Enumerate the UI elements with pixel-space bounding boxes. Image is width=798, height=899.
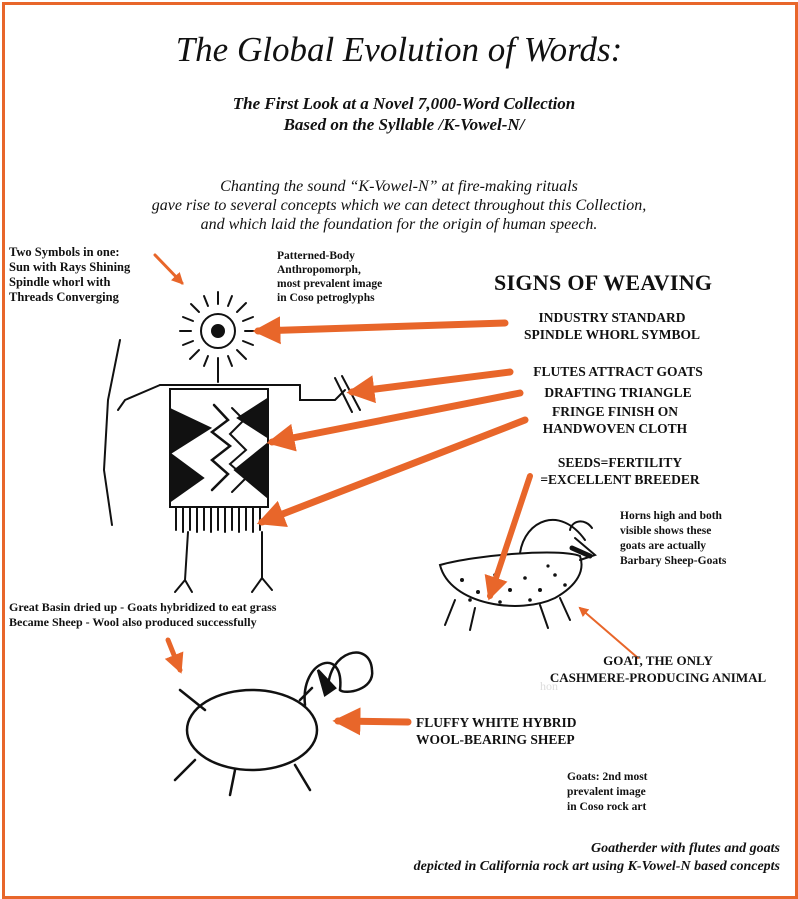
faint-watermark: hon — [540, 679, 558, 693]
label-drafting-triangle: DRAFTING TRIANGLE — [544, 385, 692, 400]
intro-line-2: gave rise to several concepts which we can detect throughout this Collection, — [151, 197, 647, 214]
intro-line-1: Chanting the sound “K-Vowel-N” at fire-making rituals — [220, 178, 578, 195]
label-spindle-whorl-symbol: INDUSTRY STANDARD SPINDLE WHORL SYMBOL — [523, 310, 701, 342]
arrow-goat — [580, 608, 638, 658]
intro-text — [0, 177, 798, 234]
label-two-symbols: Two Symbols in one: Sun with Rays Shining Spindle whorl with Threads Converging — [9, 245, 131, 304]
label-horns-high: Horns high and both visible shows these goats are actually Barbary Sheep-Goats — [620, 510, 727, 567]
subtitle — [0, 93, 798, 135]
subtitle-line-1: The First Look at a Novel 7,000-Word Collection — [232, 94, 576, 113]
label-goat-only: GOAT, THE ONLY CASHMERE-PRODUCING ANIMAL — [549, 653, 767, 685]
page-title: The Global Evolution of Words: — [175, 30, 623, 69]
flute-staff — [104, 340, 120, 525]
anthropomorph-figure — [104, 292, 360, 592]
arrow-fluffy — [338, 721, 408, 722]
sun-spindle-whorl-icon — [180, 292, 256, 368]
subtitle-line-2: Based on the Syllable /K-Vowel-N/ — [283, 115, 525, 134]
label-goats-second: Goats: 2nd most prevalent image in Coso rock art — [567, 771, 648, 813]
arrow-spindle-whorl — [258, 323, 505, 331]
fringe — [176, 507, 260, 532]
arrow-flutes — [352, 372, 510, 392]
arrow-two-symbols — [155, 255, 182, 283]
intro-line-3: and which laid the foundation for the origin of human speech. — [200, 216, 598, 233]
label-flutes: FLUTES ATTRACT GOATS — [533, 364, 703, 379]
label-fluffy-sheep: FLUFFY WHITE HYBRID WOOL-BEARING SHEEP — [416, 715, 577, 747]
label-seeds-fertility: SEEDS=FERTILITY =EXCELLENT BREEDER — [540, 455, 700, 487]
signs-of-weaving-heading: SIGNS OF WEAVING — [494, 270, 713, 295]
goat-figure — [440, 520, 595, 630]
label-patterned-body: Patterned-Body Anthropomorph, most prevalent image in Coso petroglyphs — [277, 250, 383, 304]
caption: Goatherder with flutes and goats depicted in California rock art using K-Vowel-N based concepts — [413, 841, 780, 874]
label-fringe-finish: FRINGE FINISH ON HANDWOVEN CLOTH — [542, 404, 688, 436]
label-great-basin: Great Basin dried up - Goats hybridized to eat grass Became Sheep - Wool also produced successfully — [9, 600, 277, 629]
arrow-great-basin — [168, 640, 180, 670]
